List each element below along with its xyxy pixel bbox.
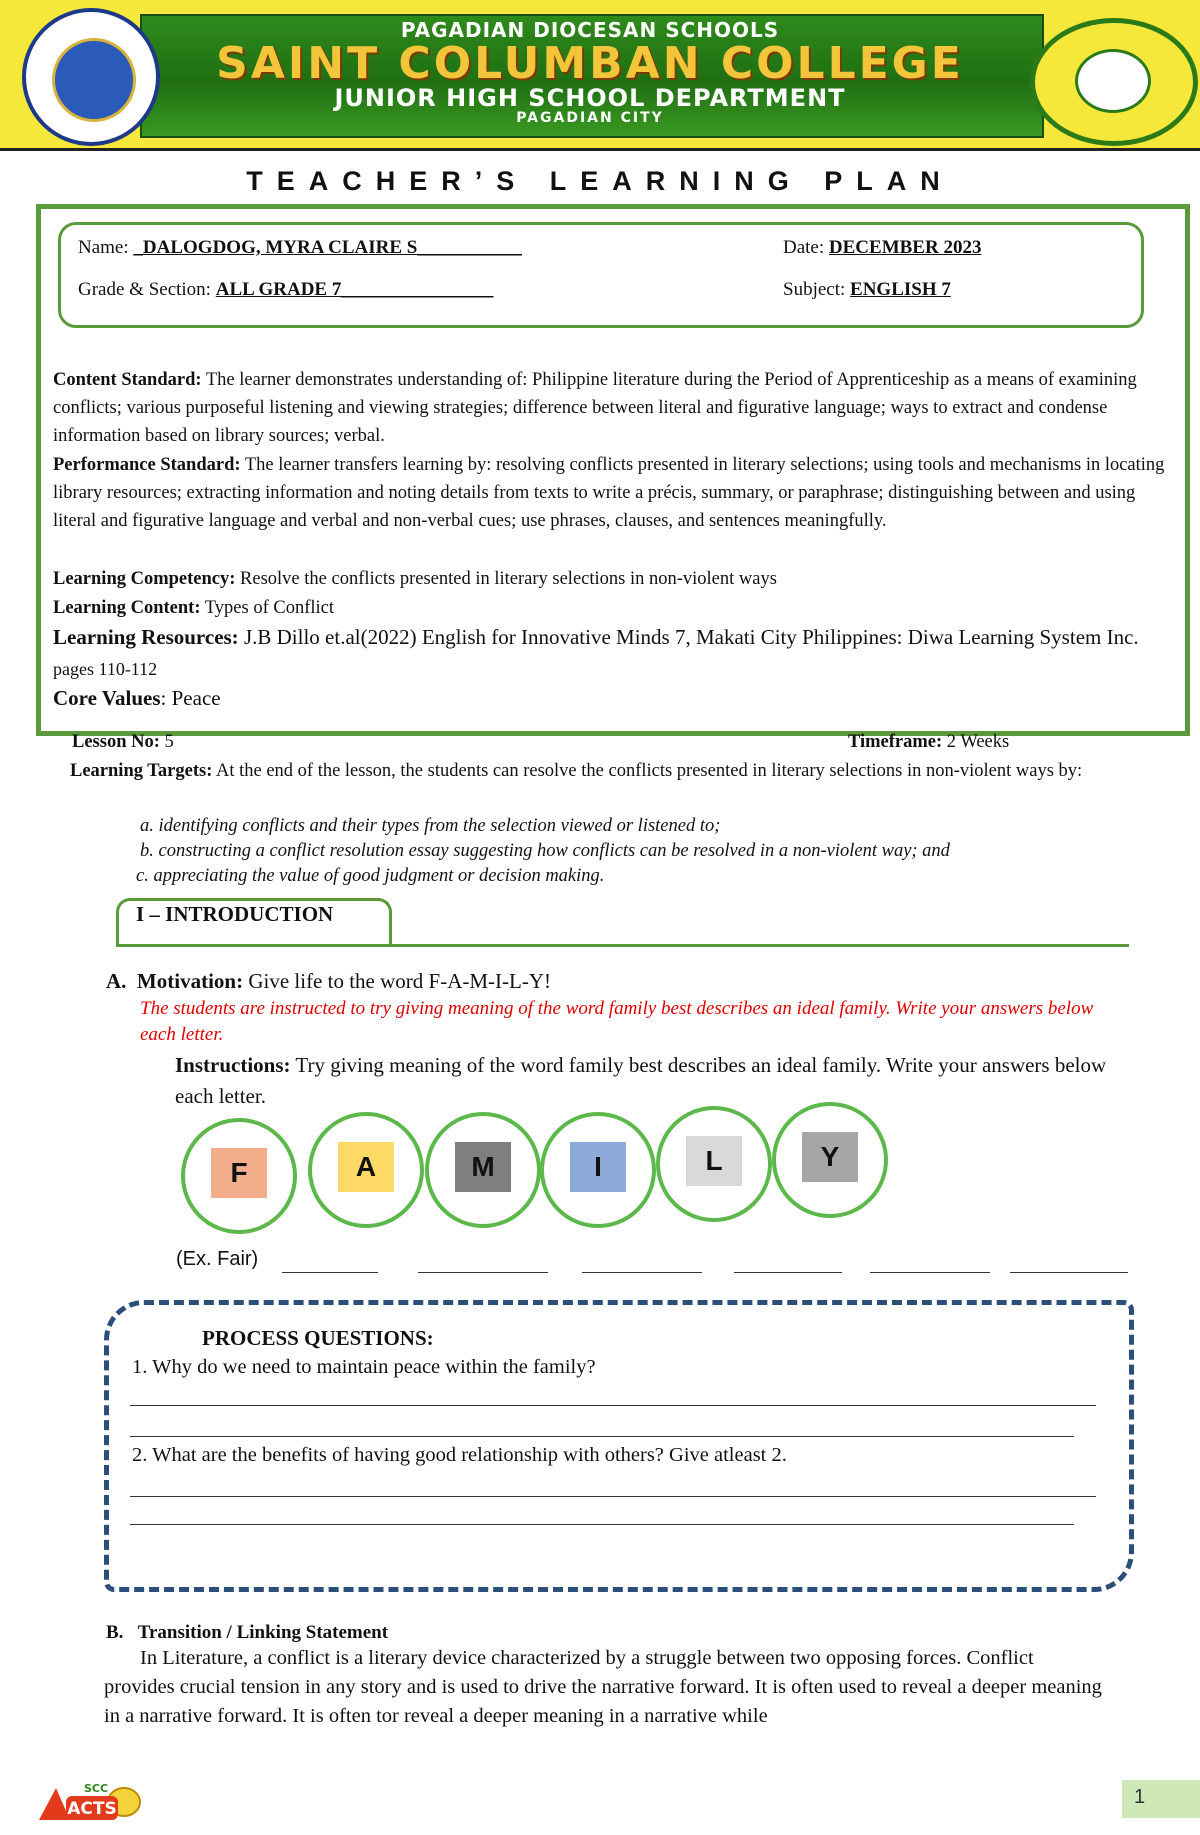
lesson-number-label: Lesson No: [72, 732, 160, 752]
instructions-text: Try giving meaning of the word family best describes an ideal family. Write your answers below each letter. [175, 1053, 1107, 1108]
name-label: Name: [78, 237, 129, 258]
motivation-marker: A. [106, 969, 127, 993]
target-item: b. constructing a conflict resolution essay suggesting how conflicts can be resolved in a non-violent way; and [140, 841, 950, 861]
core-values-text: : Peace [160, 686, 221, 710]
date-value: DECEMBER 2023 [828, 237, 982, 258]
department-name: JUNIOR HIGH SCHOOL DEPARTMENT [334, 84, 846, 112]
answer-line[interactable] [130, 1524, 1074, 1525]
answer-line-f[interactable] [282, 1272, 378, 1273]
performance-standard [53, 451, 1173, 535]
core-values-label: Core Values [53, 686, 161, 710]
letter-y-circle [772, 1102, 888, 1218]
transition-paragraph: In Literature, a conflict is a literary device characterized by a struggle between two opposing forces. Conflict provides crucial tension in any story and is used to drive the narrative forward. It is often used to reveal a deeper meaning in a narrative forward. It is often tor reveal a deeper meaning in a narrative while [104, 1647, 1102, 1727]
learning-competency-text: Resolve the conflicts presented in literary selections in non-violent ways [240, 569, 777, 589]
letter-l-circle [656, 1106, 772, 1222]
introduction-rule [116, 944, 1129, 947]
learning-competency-label: Learning Competency: [53, 569, 236, 589]
learning-targets-label: Learning Targets: [70, 761, 213, 781]
motivation [106, 969, 551, 994]
page-number: 1 [1134, 1786, 1146, 1808]
subject-value: ENGLISH 7 [850, 279, 951, 300]
timeframe-value: 2 Weeks [946, 732, 1010, 752]
college-seal-logo [1030, 18, 1198, 146]
letter-a: A [338, 1142, 394, 1192]
content-standard-text: The learner demonstrates understanding of: Philippine literature during the Period of Apprenticeship as a means of examining conflicts; various purposeful listening and viewing strategies; difference between literal and figurative language; ways to extract and condense information based on library sources; verbal. [53, 370, 1137, 446]
learning-competency [53, 565, 1173, 593]
process-question-1: 1. Why do we need to maintain peace within the family? [132, 1356, 596, 1378]
content-standard-label: Content Standard: [53, 370, 202, 390]
example-text: (Ex. Fair) [176, 1248, 259, 1270]
page-title: TEACHER’S LEARNING PLAN [246, 166, 954, 196]
introduction-heading: I – INTRODUCTION [136, 902, 334, 926]
letter-a-circle [308, 1112, 424, 1228]
lesson-number-value: 5 [164, 732, 174, 752]
teacher-note: The students are instructed to try giving meaning of the word family best describes an ideal family. Write your answers below each letter. [140, 998, 1094, 1045]
subject-label: Subject: [783, 279, 846, 300]
timeframe-label: Timeframe: [848, 732, 943, 752]
date-label: Date: [783, 237, 825, 258]
learning-resources [53, 622, 1173, 685]
logo-lettering-scc: SCC [84, 1782, 109, 1795]
target-item: c. appreciating the value of good judgment or decision making. [136, 866, 605, 886]
answer-line-m[interactable] [582, 1272, 702, 1273]
instructions-label: Instructions: [175, 1053, 291, 1077]
target-item: a. identifying conflicts and their types from the selection viewed or listened to; [140, 816, 721, 836]
answer-line-a[interactable] [418, 1272, 548, 1273]
scc-acts-logo [34, 1778, 144, 1828]
date-field [783, 237, 981, 259]
grade-field [78, 279, 493, 301]
performance-standard-label: Performance Standard: [53, 455, 241, 475]
motivation-label: Motivation: [136, 969, 244, 993]
instructions [175, 1050, 1115, 1112]
core-values [53, 684, 1173, 712]
process-questions-heading: PROCESS QUESTIONS: [202, 1326, 434, 1350]
letter-f-circle [181, 1118, 297, 1234]
school-name: SAINT COLUMBAN COLLEGE [216, 38, 964, 89]
banner-line-1: PAGADIAN DIOCESAN SCHOOLS [400, 18, 780, 42]
answer-line[interactable] [130, 1436, 1074, 1437]
letter-y: Y [802, 1132, 858, 1182]
learning-resources-text: J.B Dillo et.al(2022) English for Innovative Minds 7, Makati City Philippines: Diwa Learning System Inc. [243, 625, 1139, 649]
letter-l: L [686, 1136, 742, 1186]
letter-m: M [455, 1142, 511, 1192]
answer-line-i[interactable] [734, 1272, 842, 1273]
performance-standard-text: The learner transfers learning by: resolving conflicts presented in literary selections; using tools and mechanisms in locating library resources; extracting information and noting details from texts to write a précis, summary, or paraphrase; distinguishing between and using literal and figurative language and verbal and non-verbal cues; use phrases, clauses, and sentences meaningfully. [53, 455, 1165, 531]
learning-targets-text: At the end of the lesson, the students can resolve the conflicts presented in literary selections in non-violent ways by: [215, 761, 1083, 781]
process-question-2: 2. What are the benefits of having good relationship with others? Give atleast 2. [132, 1444, 787, 1466]
transition-heading [106, 1622, 388, 1644]
learning-content-text: Types of Conflict [204, 598, 335, 618]
scc-acts-logo-graphic [34, 1778, 144, 1828]
transition-marker: B. [106, 1622, 124, 1643]
transition-label: Transition / Linking Statement [137, 1622, 389, 1643]
lesson-number [72, 732, 174, 753]
name-value: _DALOGDOG, MYRA CLAIRE S___________ [133, 237, 522, 258]
grade-label: Grade & Section: [78, 279, 211, 300]
subject-field [783, 279, 951, 301]
learning-content [53, 594, 1173, 622]
grade-value: ALL GRADE 7________________ [215, 279, 494, 300]
page-number-badge [1122, 1780, 1200, 1818]
answer-line[interactable] [130, 1496, 1096, 1497]
motivation-text: Give life to the word F-A-M-I-L-Y! [248, 969, 551, 993]
logo-lettering: ACTS [67, 1799, 117, 1819]
answer-line-y[interactable] [1010, 1272, 1128, 1273]
answer-line-l[interactable] [870, 1272, 990, 1273]
letter-f: F [211, 1148, 267, 1198]
city-name: PAGADIAN CITY [516, 110, 664, 126]
learning-content-label: Learning Content: [53, 598, 201, 618]
learning-resources-pages: pages 110-112 [53, 659, 158, 679]
name-field [78, 237, 522, 259]
letter-m-circle [425, 1112, 541, 1228]
answer-line[interactable] [130, 1405, 1096, 1406]
content-standard [53, 366, 1173, 450]
letter-i: I [570, 1142, 626, 1192]
learning-resources-label: Learning Resources: [53, 625, 239, 649]
letter-i-circle [540, 1112, 656, 1228]
learning-targets [70, 758, 1130, 785]
timeframe [848, 732, 1009, 753]
